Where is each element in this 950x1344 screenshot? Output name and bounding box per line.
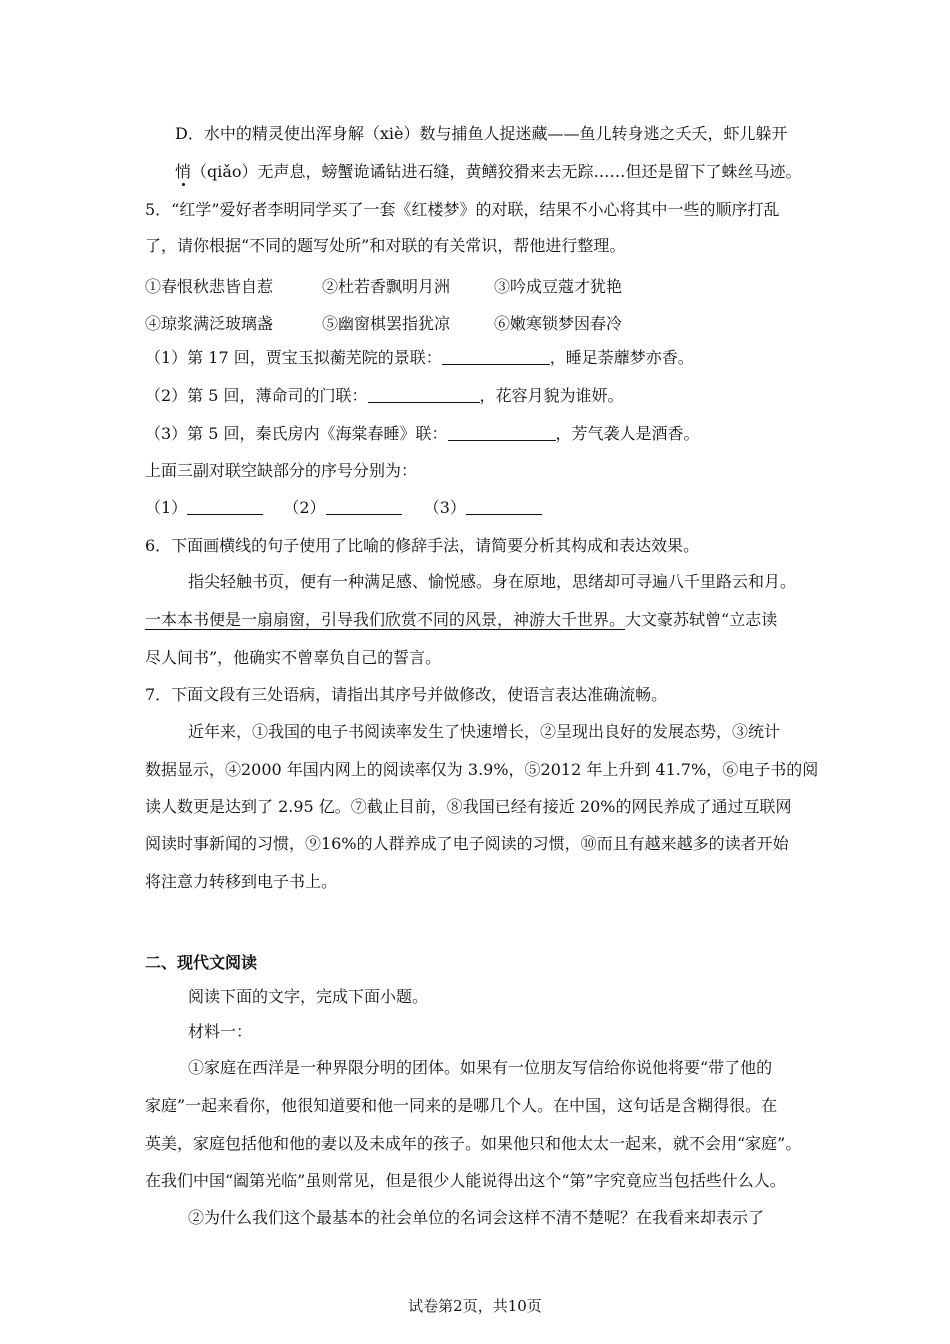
q5-option-6: ⑥嫩寒锁梦因春冷 [494,314,623,333]
material-para1-line2: 家庭”一起来看你，他很知道要和他一同来的是哪几个人。在中国，这句话是含糊得很。在 [145,1096,778,1115]
q5-item-3-suffix: ，芳气袭人是酒香。 [555,424,700,443]
q5-item-1 [145,348,694,368]
section-title: 二、现代文阅读 [145,953,258,972]
material-para2-line1: ②为什么我们这个最基本的社会单位的名词会这样不清不楚呢？在我看来却表示了 [188,1208,765,1227]
q6-passage-line3: 尽人间书”，他确实不曾辜负自己的誓言。 [145,648,442,667]
answer-label-2: （2） [283,498,326,517]
q5-item-3 [145,424,700,444]
q6-passage-line2-rest: 大文豪苏轼曾“立志读 [625,610,778,629]
material-para1-line3: 英美，家庭包括他和他的妻以及未成年的孩子。如果他只和他太太一起来，就不会用“家庭”。 [145,1134,802,1153]
answer-label-1: （1） [145,498,188,517]
q7-passage-line4: 阅读时事新闻的习惯，⑨16%的人群养成了电子阅读的习惯，⑩而且有越来越多的读者开始 [145,834,789,853]
q5-option-5: ⑤幽窗棋罢指犹凉 [322,314,451,333]
material-para1-line1: ①家庭在西洋是一种界限分明的团体。如果有一位朋友写信给你说他将要“带了他的 [188,1058,773,1077]
q7-passage-line1: 近年来，①我国的电子书阅读率发生了快速增长，②呈现出良好的发展态势，③统计 [188,722,781,741]
page-footer: 试卷第2页，共10页 [408,1297,542,1315]
q5-item-1-suffix: ，睡足荼蘼梦亦香。 [549,348,694,367]
q5-option-1: ①春恨秋悲皆自惹 [145,277,274,296]
q5-item-3-prefix: （3）第 5 回，秦氏房内《海棠春睡》联： [145,424,448,443]
q5-option-4: ④琼浆满泛玻璃盏 [145,314,274,333]
q6-underlined-sentence: 一本本书便是一扇扇窗，引导我们欣赏不同的风景，神游大千世界。 [145,610,626,629]
q6-question: 6．下面画横线的句子使用了比喻的修辞手法，请简要分析其构成和表达效果。 [145,536,700,555]
dotted-character: 悄 [175,162,192,181]
answer-blank[interactable] [368,386,480,403]
section-instruction: 阅读下面的文字，完成下面小题。 [188,987,429,1006]
q5-summary: 上面三副对联空缺部分的序号分别为： [145,461,418,480]
q7-passage-line2: 数据显示，④2000 年国内网上的阅读率仅为 3.9%，⑤2012 年上升到 41.7%，⑥电子书的阅 [145,760,819,779]
answer-blank-1[interactable] [187,498,263,515]
q5-item-2 [145,386,624,406]
q5-stem-line2: 了，请你根据“不同的题写处所”和对联的有关常识，帮他进行整理。 [145,236,626,255]
q7-passage-line3: 读人数更是达到了 2.95 亿。⑦截止目前，⑧我国已经有接近 20%的网民养成了通过互联网 [145,797,792,816]
q4-option-d-line2 [175,162,802,182]
q4-option-d-line2-text: （qiǎo）无声息，螃蟹诡谲钻进石缝，黄鳝狡猾来去无踪……但还是留下了蛛丝马迹。 [191,162,802,181]
material-para1-line4: 在我们中国“阖第光临”虽则常见，但是很少人能说得出这个“第”字究竟应当包括些什么人。 [145,1171,786,1190]
q6-passage-line2 [145,610,777,630]
q7-question: 7．下面文段有三处语病，请指出其序号并做修改，使语言表达准确流畅。 [145,685,668,704]
answer-blank[interactable] [442,348,550,365]
q5-option-2: ②杜若香飘明月洲 [322,277,451,296]
answer-blank[interactable] [448,424,556,441]
q5-answer-row [145,498,542,518]
answer-label-3: （3） [423,498,466,517]
q5-item-2-suffix: ，花容月貌为谁妍。 [479,386,624,405]
q5-option-3: ③吟成豆蔻才犹艳 [494,277,623,296]
material-label: 材料一： [188,1022,253,1041]
q5-item-1-prefix: （1）第 17 回，贾宝玉拟蘅芜院的景联： [145,348,442,367]
q5-stem-line1: 5．“红学”爱好者李明同学买了一套《红楼梦》的对联，结果不小心将其中一些的顺序打乱 [145,200,780,219]
q6-passage-line1: 指尖轻触书页，便有一种满足感、愉悦感。身在原地，思绪却可寻遍八千里路云和月。 [188,572,797,591]
answer-blank-2[interactable] [326,498,402,515]
answer-blank-3[interactable] [466,498,542,515]
q4-option-d-line1: D．水中的精灵使出浑身解（xiè）数与捕鱼人捉迷藏——鱼儿转身逃之夭夭，虾儿躲开 [175,124,788,143]
q7-passage-line5: 将注意力转移到电子书上。 [145,872,338,891]
q5-item-2-prefix: （2）第 5 回，薄命司的门联： [145,386,368,405]
